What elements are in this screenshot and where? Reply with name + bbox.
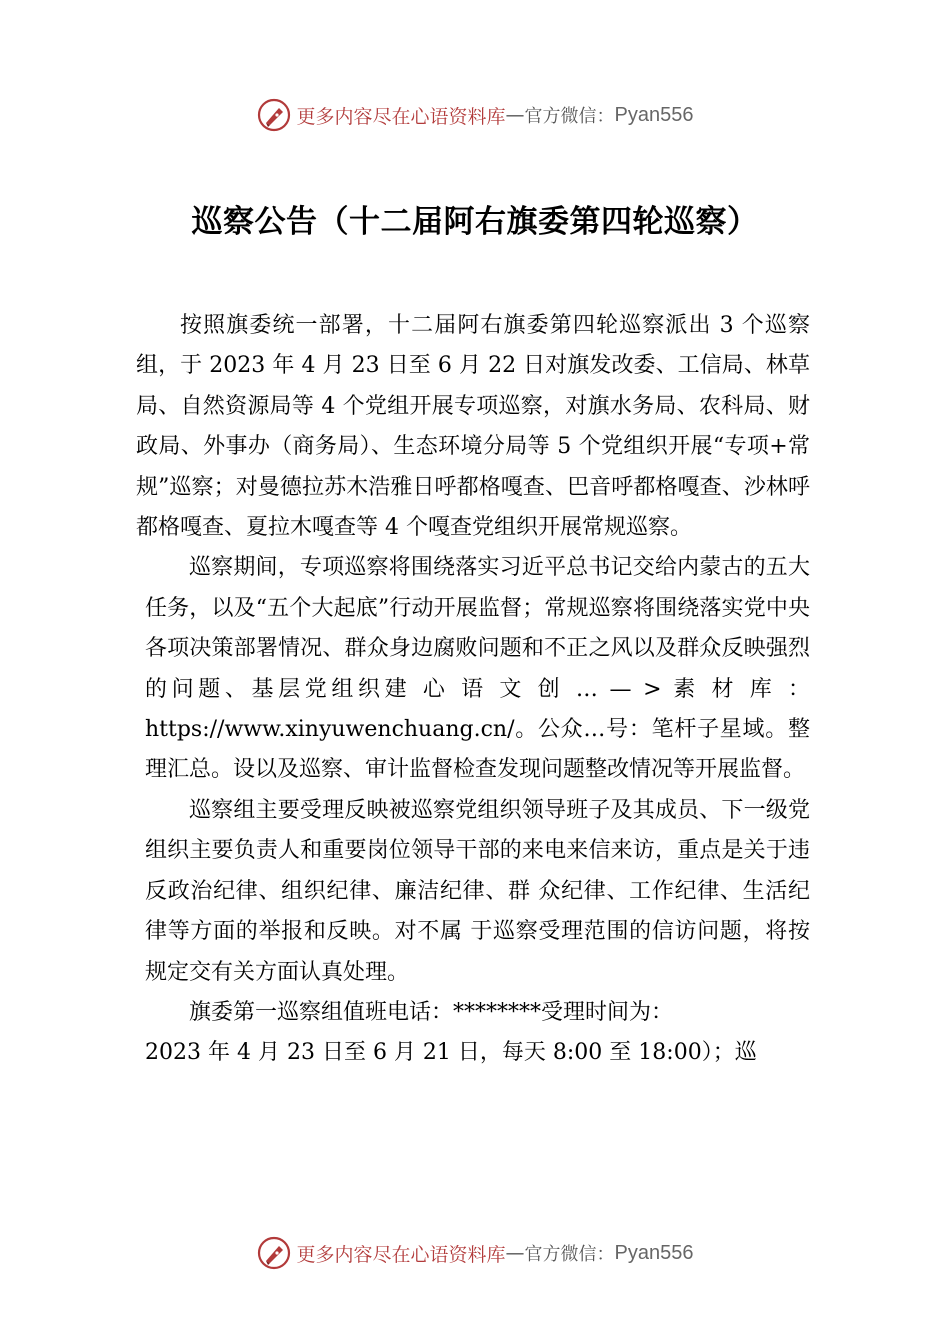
pen-nib-logo-icon [257, 1236, 291, 1270]
paragraph-1: 按照旗委统一部署，十二届阿右旗委第四轮巡察派出 3 个巡察组，于 2023 年 4 月 23 日至 6 月 22 日对旗发改委、工信局、林草局、自然资源局等 4 个党组开展专项巡察，对旗水务局、农科局、财政局、外事办（商务局）、生态环境分局等 5 个党组织开展“专项+常规”巡察；对曼德拉苏木浩雅日呼都格嘎查、巴音呼都格嘎查、沙林呼都格嘎查、夏拉木嘎查等 4 个嘎查党组织开展常规巡察。 [136, 313, 810, 541]
pen-nib-logo-icon [257, 98, 291, 132]
banner-wechat-label: 官方微信： [524, 106, 615, 127]
banner-brand-text: 更多内容尽在心语资料库 [296, 105, 506, 128]
paragraph-3: 巡察组主要受理反映被巡察党组织领导班子及其成员、下一级党组织主要负责人和重要岗位领导干部的来电来信来访，重点是关于违反政治纪律、组织纪律、廉洁纪律、群 众纪律、工作纪律、生活纪律等方面的举报和反映。对不属 于巡察受理范围的信访问题，将按规定交有关方面认真处理。 [145, 797, 810, 985]
banner-dash: — [505, 104, 525, 126]
paragraph-2: 巡察期间，专项巡察将围绕落实习近平总书记交给内蒙古的五大任务，以及“五个大起底”行动开展监督；常规巡察将围绕落实党中央各项决策部署情况、群众身边腐败问题和不正之风以及群众反映强烈的问题、基层党组织建 心 语 文 创 … — > 素 材 库 ： https://www.xinyuwenchuang.cn/。公众…号：笔杆子星域。整理汇总。设以及巡察、审计监督检查发现问题整改情况等开展监督。 [145, 555, 810, 783]
footer-wechat-id: Pyan556 [614, 1241, 694, 1264]
paragraph-4: 旗委第一巡察组值班电话：********受理时间为： [189, 999, 674, 1025]
banner-wechat-id: Pyan556 [614, 103, 694, 126]
footer-wechat-label: 官方微信： [524, 1244, 615, 1265]
header-banner [0, 95, 950, 135]
footer-banner [0, 1233, 950, 1273]
document-body [136, 306, 810, 1074]
document-title: 巡察公告（十二届阿右旗委第四轮巡察） [191, 204, 759, 240]
footer-dash: — [505, 1242, 525, 1264]
footer-brand-text: 更多内容尽在心语资料库 [296, 1243, 506, 1266]
paragraph-5: 2023 年 4 月 23 日至 6 月 21 日，每天 8:00 至 18:00）；巡 [145, 1040, 757, 1066]
